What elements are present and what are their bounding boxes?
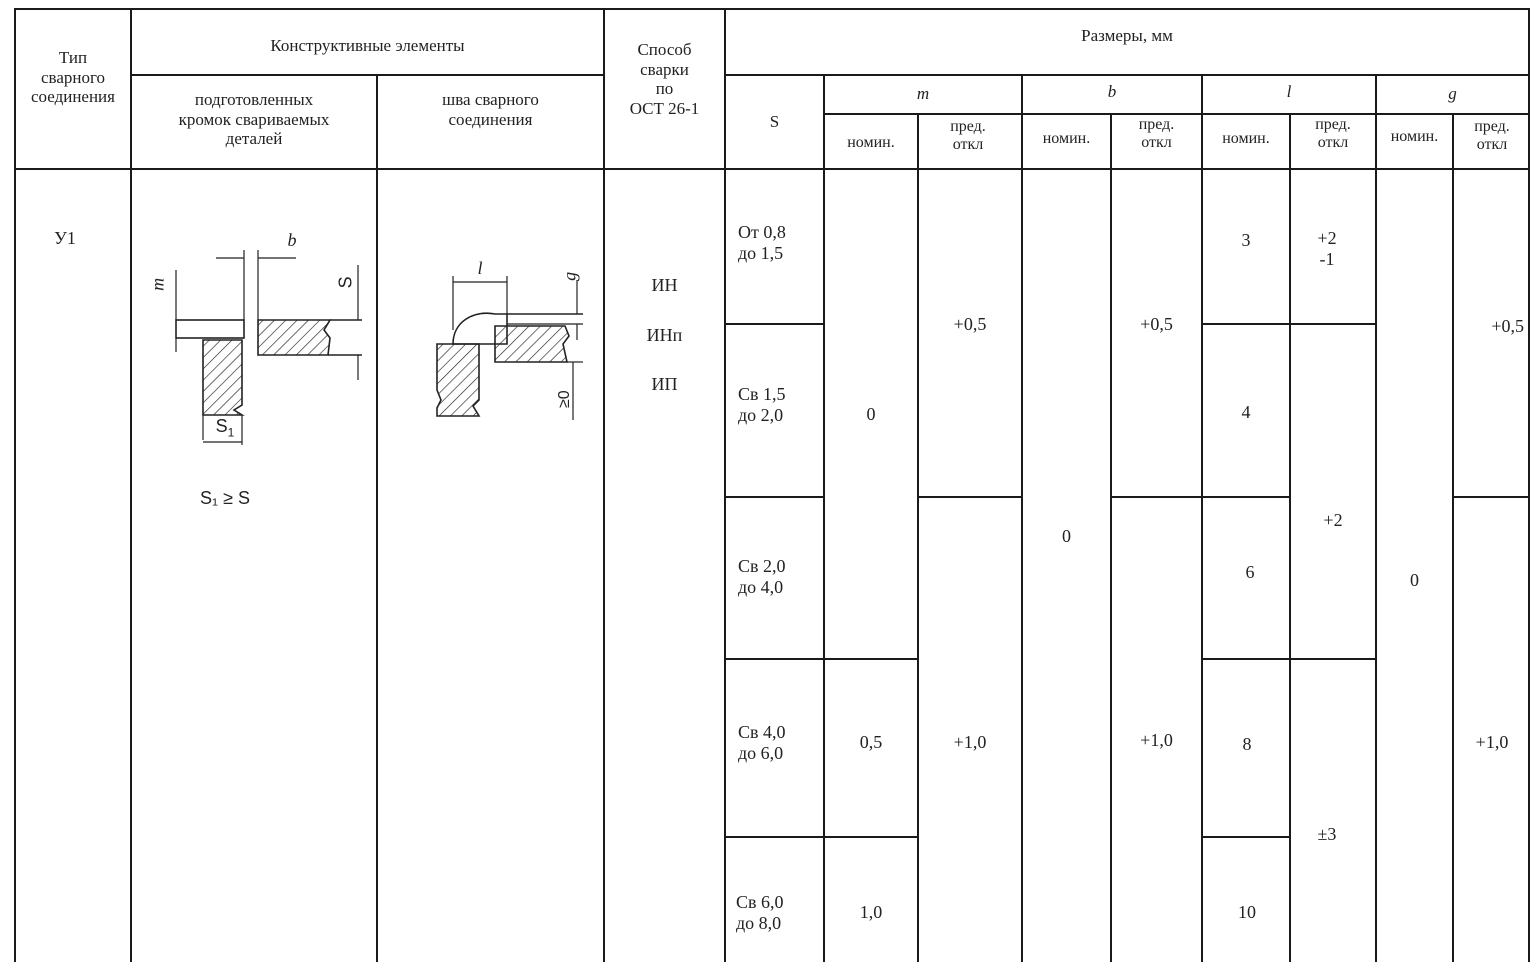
col-line-7 xyxy=(1021,74,1023,962)
row-line-3-s xyxy=(724,658,918,660)
method-1: ИН xyxy=(651,275,678,295)
header-b-nomin: номин. xyxy=(1042,130,1091,147)
method-2: ИНп xyxy=(646,325,683,345)
header-g: g xyxy=(1448,84,1457,103)
b-nom: 0 xyxy=(1062,526,1071,546)
header-line-1 xyxy=(130,74,604,76)
l-nom-1: 3 xyxy=(1241,230,1251,250)
col-line-6 xyxy=(917,113,919,962)
s-range-2: Св 1,5 до 2,0 xyxy=(738,384,786,425)
g-tol-05: +0,5 xyxy=(1491,316,1524,336)
header-l-nomin: номин. xyxy=(1222,130,1270,147)
header-b: b xyxy=(1107,82,1117,101)
header-s: S xyxy=(769,112,780,131)
drawing-label-l: l xyxy=(477,258,483,278)
header-constructive-elements: Конструктивные элементы xyxy=(270,36,465,55)
l-nom-5: 10 xyxy=(1238,902,1256,922)
g-nom: 0 xyxy=(1410,570,1419,590)
drawing-label-ge0: ≥0 xyxy=(555,390,573,409)
col-line-4 xyxy=(724,8,726,962)
l-tol-3: ±3 xyxy=(1317,824,1337,844)
col-line-12 xyxy=(1452,113,1454,962)
drawing-label-g: g xyxy=(559,271,580,281)
header-l-pred: пред. откл xyxy=(1315,116,1351,152)
s-range-4: Св 4,0 до 6,0 xyxy=(738,722,786,763)
condition-text: S₁ ≥ S xyxy=(200,488,250,508)
l-tol-2: +2 xyxy=(1323,510,1343,530)
col-line-8 xyxy=(1110,113,1112,962)
row-line-2-gtol xyxy=(1452,496,1530,498)
col-line-1 xyxy=(130,8,132,962)
header-prepared-edges: подготовленных кромок свариваемых деталей xyxy=(178,90,330,149)
header-g-pred: пред. откл xyxy=(1474,118,1510,154)
s1-letter: S xyxy=(215,416,228,436)
header-m-pred: пред. откл xyxy=(950,118,986,154)
m-nom-0: 0 xyxy=(866,404,876,424)
row-line-4-s xyxy=(724,836,918,838)
header-m: m xyxy=(916,84,930,103)
row-line-2-lnom xyxy=(1202,496,1290,498)
m-nom-10: 1,0 xyxy=(859,902,883,922)
m-nom-05: 0,5 xyxy=(859,732,883,752)
s1-subscript: 1 xyxy=(227,425,235,440)
header-line-dims xyxy=(724,74,1530,76)
row-line-2-btol xyxy=(1110,496,1202,498)
header-m-nomin: номин. xyxy=(847,134,895,151)
header-b-pred: пред. откл xyxy=(1138,116,1175,152)
l-tol-1: +2 -1 xyxy=(1317,228,1337,269)
l-nom-3: 6 xyxy=(1245,562,1255,582)
col-line-5 xyxy=(823,74,825,962)
drawing-label-s: S xyxy=(335,276,356,289)
col-line-11 xyxy=(1375,74,1377,962)
header-welding-method: Способ сварки по ОСТ 26-1 xyxy=(629,40,700,118)
header-joint-type: Тип сварного соединения xyxy=(31,48,115,107)
drawing-label-b: b xyxy=(287,230,297,250)
row-line-2-mtol xyxy=(918,496,1022,498)
col-line-2 xyxy=(376,74,378,962)
header-dimensions: Размеры, мм xyxy=(1081,26,1173,45)
header-weld-seam: шва сварного соединения xyxy=(442,90,539,129)
b-tol-10: +1,0 xyxy=(1140,730,1173,750)
header-g-nomin: номин. xyxy=(1390,128,1439,145)
row-line-2-s xyxy=(724,496,824,498)
header-l: l xyxy=(1286,82,1292,101)
table-left-border xyxy=(14,8,16,962)
s-range-5: Св 6,0 до 8,0 xyxy=(736,892,784,933)
g-tol-10: +1,0 xyxy=(1475,732,1509,752)
joint-type-label: У1 xyxy=(54,228,76,248)
m-tol-05: +0,5 xyxy=(953,314,987,334)
s-range-1: От 0,8 до 1,5 xyxy=(738,222,786,263)
col-line-3 xyxy=(603,8,605,962)
l-nom-4: 8 xyxy=(1242,734,1252,754)
drawing-label-s1 xyxy=(210,416,240,440)
b-tol-05: +0,5 xyxy=(1140,314,1173,334)
col-line-9 xyxy=(1201,74,1203,962)
method-3: ИП xyxy=(651,374,678,394)
row-line-4-lnom xyxy=(1202,836,1290,838)
row-line-1-s xyxy=(724,323,824,325)
m-tol-10: +1,0 xyxy=(953,732,987,752)
header-line-sub xyxy=(824,113,1530,115)
prepared-edges-drawing xyxy=(130,170,376,460)
s-range-3: Св 2,0 до 4,0 xyxy=(738,556,786,597)
table-top-border xyxy=(14,8,1530,10)
l-nom-2: 4 xyxy=(1241,402,1251,422)
drawing-label-m: m xyxy=(147,277,168,291)
